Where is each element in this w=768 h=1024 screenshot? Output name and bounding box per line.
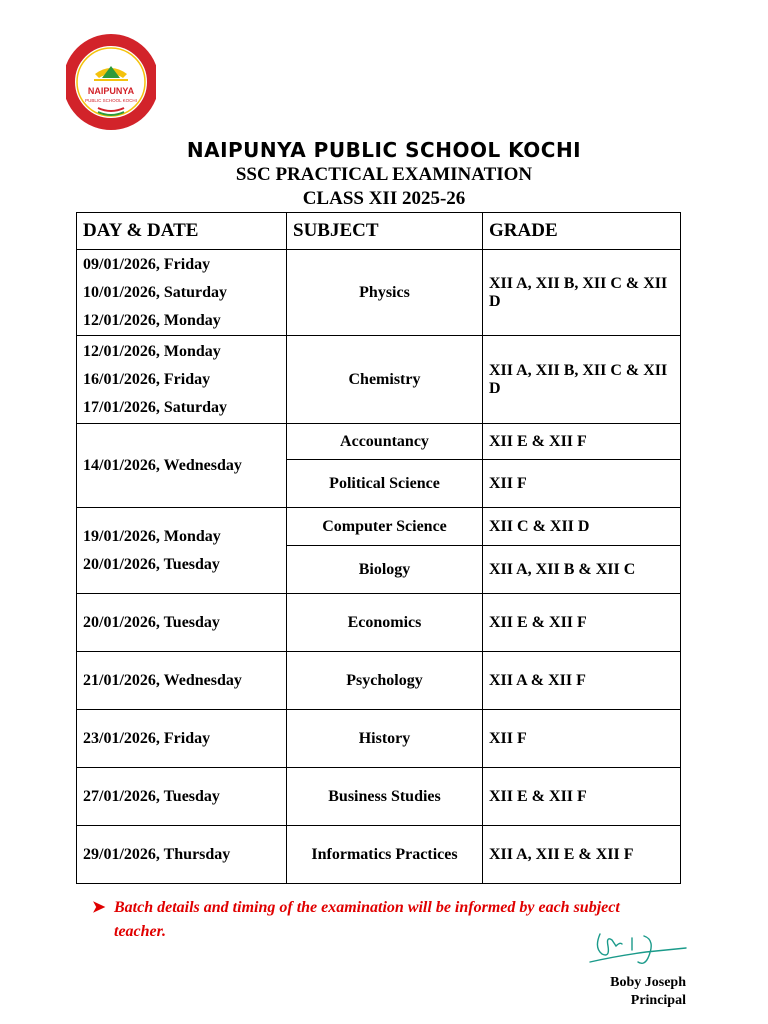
header-subject: SUBJECT xyxy=(287,213,483,250)
subject-cell: Political Science xyxy=(287,460,483,508)
date-cell: 12/01/2026, Monday 16/01/2026, Friday 17/01/2026, Saturday xyxy=(77,336,287,424)
date-cell: 09/01/2026, Friday 10/01/2026, Saturday 12/01/2026, Monday xyxy=(77,250,287,336)
subject-cell: Economics xyxy=(287,594,483,652)
grade-cell: XII A, XII E & XII F xyxy=(483,826,681,884)
grade-cell: XII A, XII B, XII C & XII D xyxy=(483,250,681,336)
grade-cell: XII A, XII B & XII C xyxy=(483,546,681,594)
subject-cell: Biology xyxy=(287,546,483,594)
grade-cell: XII C & XII D xyxy=(483,508,681,546)
date-cell: 21/01/2026, Wednesday xyxy=(77,652,287,710)
date-cell: 14/01/2026, Wednesday xyxy=(77,424,287,508)
subject-cell: History xyxy=(287,710,483,768)
grade-cell: XII E & XII F xyxy=(483,594,681,652)
table-header-row xyxy=(77,213,681,250)
table-row xyxy=(77,826,681,884)
grade-cell: XII E & XII F xyxy=(483,424,681,460)
arrow-bullet-icon: ➤ xyxy=(92,899,106,916)
table-row xyxy=(77,424,681,460)
subject-cell: Physics xyxy=(287,250,483,336)
table-row xyxy=(77,768,681,826)
date-cell: 27/01/2026, Tuesday xyxy=(77,768,287,826)
svg-text:PUBLIC SCHOOL KOCHI: PUBLIC SCHOOL KOCHI xyxy=(85,98,137,103)
date-cell: 20/01/2026, Tuesday xyxy=(77,594,287,652)
subject-cell: Psychology xyxy=(287,652,483,710)
signer-block xyxy=(610,974,686,1010)
subject-cell: Computer Science xyxy=(287,508,483,546)
signature xyxy=(586,924,690,972)
table-row xyxy=(77,710,681,768)
subject-cell: Informatics Practices xyxy=(287,826,483,884)
subject-cell: Accountancy xyxy=(287,424,483,460)
signer-title: Principal xyxy=(630,993,686,1008)
header-grade: GRADE xyxy=(483,213,681,250)
grade-cell: XII E & XII F xyxy=(483,768,681,826)
grade-cell: XII F xyxy=(483,460,681,508)
table-row xyxy=(77,336,681,424)
grade-cell: XII A & XII F xyxy=(483,652,681,710)
note-text: Batch details and timing of the examination will be informed by each subject teacher. xyxy=(114,899,620,940)
header-day-date: DAY & DATE xyxy=(77,213,287,250)
date-cell: 23/01/2026, Friday xyxy=(77,710,287,768)
date-cell: 29/01/2026, Thursday xyxy=(77,826,287,884)
table-row xyxy=(77,250,681,336)
class-title: CLASS XII 2025-26 xyxy=(302,188,466,209)
grade-cell: XII A, XII B, XII C & XII D xyxy=(483,336,681,424)
svg-text:NAIPUNYA: NAIPUNYA xyxy=(87,86,135,96)
table-row xyxy=(77,652,681,710)
note xyxy=(92,896,652,944)
table-row xyxy=(77,594,681,652)
table-row xyxy=(77,508,681,546)
exam-schedule-table xyxy=(76,212,681,884)
subject-cell: Business Studies xyxy=(287,768,483,826)
date-cell: 19/01/2026, Monday 20/01/2026, Tuesday xyxy=(77,508,287,594)
subject-cell: Chemistry xyxy=(287,336,483,424)
signer-name: Boby Joseph xyxy=(610,975,686,990)
exam-title: SSC PRACTICAL EXAMINATION xyxy=(235,164,533,185)
school-name: NAIPUNYA PUBLIC SCHOOL KOCHI xyxy=(186,138,582,162)
grade-cell: XII F xyxy=(483,710,681,768)
school-logo xyxy=(66,26,156,138)
